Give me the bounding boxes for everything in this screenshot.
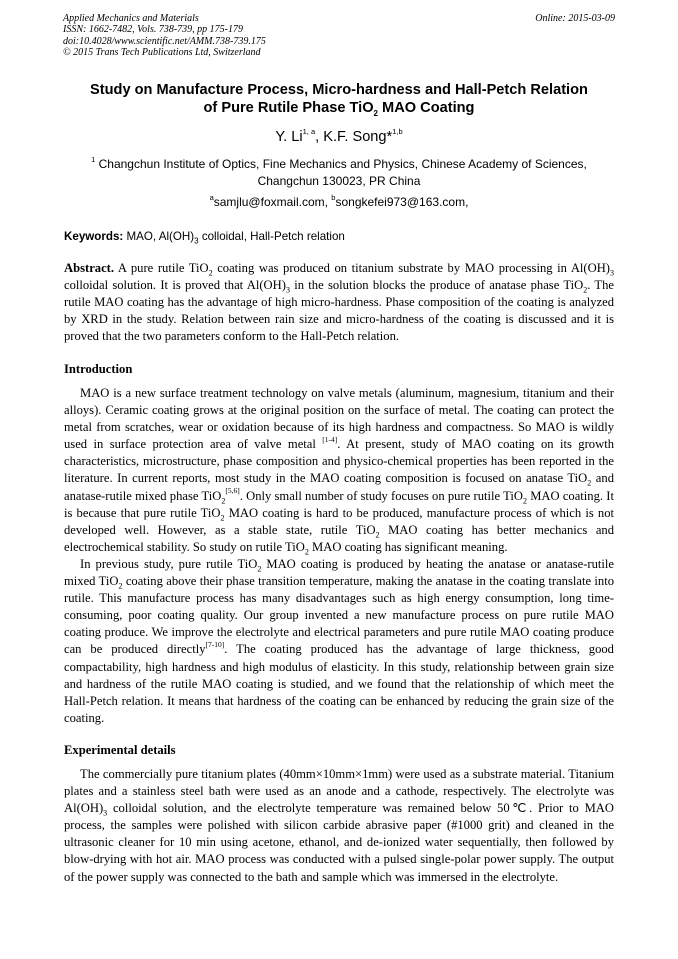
author-list <box>40 128 638 146</box>
author-name: K.F. Song* <box>323 129 393 145</box>
text: MAO coating is hard to be produced, manufacture process of which is not developed well. However, as a stable state, rutile TiO <box>64 505 615 537</box>
text: colloidal solution, and the electrolyte temperature was remained below 50℃. Prior to MAO process, the samples were polished with silicon carbide abrasive paper (#1000 grit) and cleaned in the ultrasonic cleaner for 10 min using acetone, ethanol, and de-ionized water sequentially, then followed by blow-drying with hot air. MAO process was conducted with a pulsed single-polar power supply. The output of the power supply was connected to the bath and sample which was immersed in the electrolyte. <box>64 801 614 884</box>
subscript: 2 <box>583 285 588 295</box>
email-link[interactable]: songkefei973@163.com, <box>335 195 469 209</box>
text: and anatase-rutile mixed phase TiO <box>64 471 614 503</box>
journal-issn: ISSN: 1662-7482, Vols. 738-739, pp 175-179 <box>63 24 243 36</box>
section-heading-introduction: Introduction <box>64 362 133 376</box>
paragraph <box>64 556 614 727</box>
email-link[interactable]: samjlu@foxmail.com, <box>213 195 332 209</box>
affiliation-mark: 1 <box>91 155 96 164</box>
text: A pure rutile TiO <box>114 261 209 275</box>
text: in the solution blocks the produce of anatase phase TiO <box>289 278 584 293</box>
keywords-text: MAO, Al(OH) <box>123 230 195 243</box>
text: colloidal solution. It is proved that Al(OH) <box>64 278 286 293</box>
email-mark: b <box>331 193 336 202</box>
text: coating was produced on titanium substrate by MAO processing in Al(OH) <box>212 261 610 275</box>
text: In previous study, pure rutile TiO <box>80 556 258 571</box>
text: . Only small number of study focuses on pure rutile TiO <box>239 488 523 503</box>
subscript: 2 <box>118 581 123 591</box>
experimental-body <box>64 766 614 886</box>
text: MAO coating. It is because that pure rutile TiO <box>64 488 614 520</box>
subscript: 3 <box>103 808 108 818</box>
online-date: Online: 2015-03-09 <box>535 13 615 24</box>
abstract-paragraph <box>64 260 614 345</box>
title-line-2 <box>40 99 638 117</box>
journal-doi: doi:10.4028/www.scientific.net/AMM.738-739.175 <box>63 35 266 47</box>
text: MAO coating is produced by heating the anatase or anatase-rutile mixed TiO <box>64 556 614 589</box>
affiliation <box>60 156 618 189</box>
paragraph <box>64 385 614 556</box>
subscript: 3 <box>285 285 290 295</box>
title-text: of Pure Rutile Phase TiO <box>203 100 374 116</box>
subscript: 2 <box>221 496 226 506</box>
paper-title <box>40 81 638 117</box>
subscript: 2 <box>522 496 527 506</box>
introduction-body <box>64 385 614 727</box>
journal-header <box>63 13 266 59</box>
title-text: MAO Coating <box>378 100 475 116</box>
subscript: 3 <box>610 268 614 278</box>
subscript: 2 <box>304 547 309 557</box>
author-separator: , <box>315 129 324 145</box>
affiliation-line-1 <box>60 156 618 173</box>
subscript: 2 <box>257 564 262 574</box>
paragraph <box>64 766 614 886</box>
subscript: 2 <box>373 108 378 118</box>
author-emails <box>40 195 638 210</box>
section-heading-experimental: Experimental details <box>64 743 176 757</box>
keywords-text: colloidal, Hall-Petch relation <box>198 230 345 243</box>
abstract-label: Abstract. <box>64 261 115 275</box>
citation[interactable]: [5,6] <box>225 486 240 496</box>
subscript: 2 <box>220 513 225 523</box>
text: . The rutile MAO coating has the advantage of high micro-hardness. Phase composition of the coating is analyzed by XRD in the study. Relation between rain size and micro-hardness of the coating is discussed and it is proved that the two parameters conform to the Hall-Petch relation. <box>64 278 614 344</box>
text: MAO coating has significant meaning. <box>308 539 508 554</box>
email-mark: a <box>209 193 214 202</box>
citation[interactable]: [7-10] <box>205 640 225 650</box>
subscript: 2 <box>208 268 213 278</box>
keywords-label: Keywords: <box>64 230 124 243</box>
subscript: 2 <box>587 478 592 488</box>
title-line-1: Study on Manufacture Process, Micro-hardness and Hall-Petch Relation <box>90 82 588 98</box>
text: . The coating produced has the advantage of large thickness, good compactability, high hardness and high modulus of elasticity. In this study, relationship between grain size and hardness of the rutile MAO coating is studied, and we found that the relationship of which meet the Hall-Petch relation. It means that hardness of the coating can be enhanced by reducing the grain size of the coating. <box>64 642 614 725</box>
text: MAO coating has better mechanics and electrochemical stability. So study on rutile TiO <box>64 522 614 554</box>
text: The commercially pure titanium plates (40mm×10mm×1mm) were used as a substrate material. Titanium plates and a stainless steel bath were used as an anode and a cathode, respectively. The electrolyte was Al(OH) <box>64 767 614 816</box>
subscript: 3 <box>194 236 199 246</box>
citation[interactable]: [1-4] <box>322 435 338 445</box>
journal-copyright: © 2015 Trans Tech Publications Ltd, Switzerland <box>63 47 261 59</box>
subscript: 2 <box>375 530 380 540</box>
author-name: Y. Li <box>275 129 303 145</box>
abstract <box>64 260 614 345</box>
text: MAO is a new surface treatment technology on valve metals (aluminum, magnesium, titanium and their alloys). Ceramic coating grows at the original position on the surface of metal. The coating can protect the metal from scratches, wear or oxidation because of its high hardness and compactness. So MAO is wildly used in surface protection area of valve metal <box>64 386 614 452</box>
affiliation-line-2: Changchun 130023, PR China <box>257 173 421 188</box>
author-affiliation-mark: 1,b <box>392 127 403 137</box>
journal-name: Applied Mechanics and Materials <box>63 13 199 24</box>
text: coating above their phase transition temperature, making the anatase in the coating translate into rutile. This manufacture process has many disadvantages such as high energy consumption, long time-consuming, poor coating quality. Our group invented a new manufacture process on pure rutile MAO coating produce. We improve the electrolyte and electrical parameters and pure rutile MAO coating produce can be produced directly <box>64 574 614 657</box>
author-affiliation-mark: 1, a <box>302 127 316 137</box>
keywords <box>64 229 624 244</box>
affiliation-text: Changchun Institute of Optics, Fine Mechanics and Physics, Chinese Academy of Sciences, <box>95 157 587 171</box>
text: . At present, study of MAO coating on its growth characteristics, microstructure, phase composition and physico-chemical properties has been reported in the literature. In current reports, most study in the MAO coating composition is focused on anatase TiO <box>64 437 614 486</box>
